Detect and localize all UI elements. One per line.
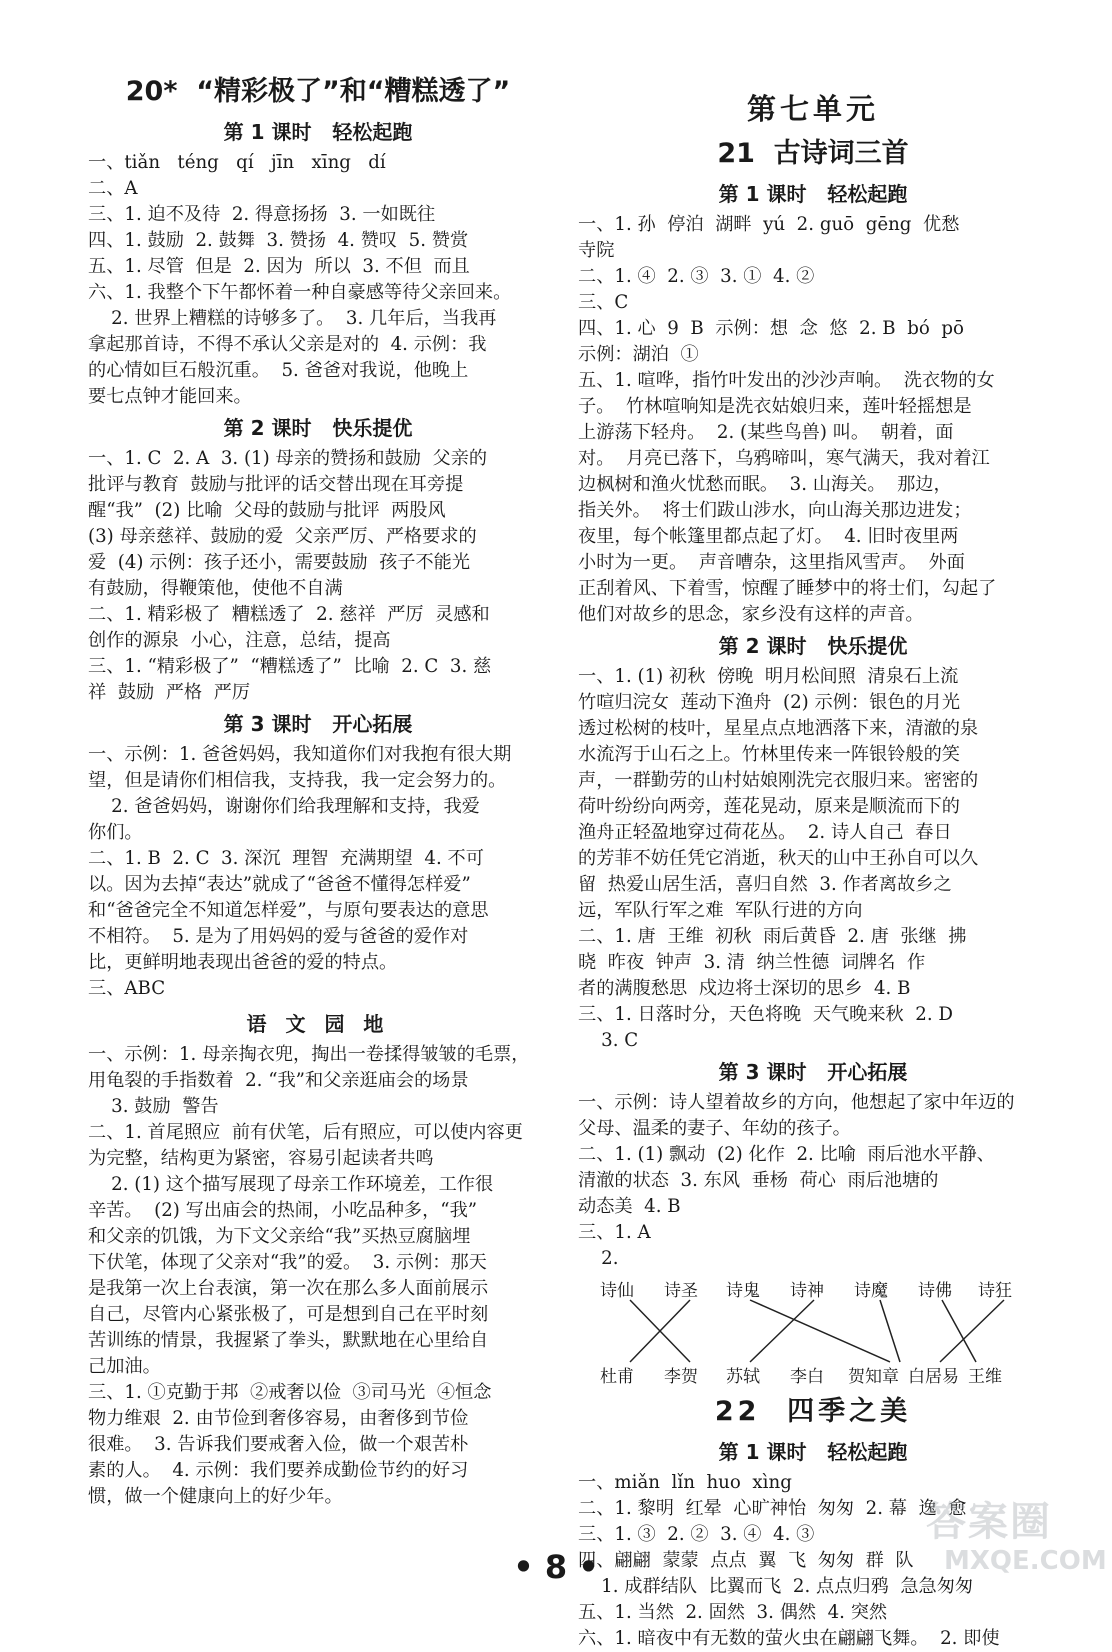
lesson-20-section-2-title: 第 2 课时 快乐提优: [223, 416, 413, 440]
matching-top-item: 诗佛: [918, 1281, 952, 1301]
text-line: 一、示例：诗人望着故乡的方向，他想起了家中年迈的: [578, 1092, 1015, 1113]
lesson-20-title: 20* “精彩极了”和“糟糕透了”: [125, 76, 511, 107]
page-number: • 8 •: [513, 1548, 599, 1586]
text-line: 用龟裂的手指数着 2. “我”和父亲逛庙会的场景: [88, 1070, 469, 1091]
text-line: 父母、温柔的妻子、年幼的孩子。: [578, 1118, 851, 1139]
text-line: 二、A: [88, 178, 138, 199]
text-line: 四、1. 心 9 B 示例：想 念 悠 2. B bó pō: [578, 318, 964, 339]
text-line: 己加油。: [88, 1356, 161, 1377]
text-line: 二、1. ④ 2. ③ 3. ① 4. ②: [578, 266, 815, 287]
text-line: 一、1. 孙 停泊 湖畔 yú 2. guō gēng 优愁: [578, 214, 960, 235]
text-line: 三、ABC: [88, 978, 166, 999]
matching-bottom-item: 王维: [968, 1367, 1002, 1387]
text-line: 指关外。 将士们跋山涉水，向山海关那边进发；: [578, 500, 972, 521]
text-line: 三、C: [578, 292, 629, 313]
text-line: 六、1. 暗夜中有无数的萤火虫在翩翩飞舞。 2. 即使: [578, 1628, 1000, 1649]
text-line: 透过松树的枝叶，星星点点地洒落下来，清澈的泉: [578, 718, 979, 739]
lesson-21-section-3-body: [578, 1090, 1048, 1272]
text-line: 素的人。 4. 示例：我们要养成勤俭节约的好习: [88, 1460, 469, 1481]
text-line: 比，更鲜明地表现出爸爸的爱的特点。: [88, 952, 398, 973]
text-line: 五、1. 当然 2. 固然 3. 偶然 4. 突然: [578, 1602, 888, 1623]
matching-top-item: 诗鬼: [726, 1281, 760, 1301]
matching-bottom-item: 李白: [790, 1367, 824, 1387]
text-line: 三、1. 日落时分，天色将晚 天气晚来秋 2. D: [578, 1004, 953, 1025]
text-line: 五、1. 喧哗，指竹叶发出的沙沙声响。 洗衣物的女: [578, 370, 995, 391]
match-line: [750, 1300, 814, 1362]
text-line: 一、示例：1. 爸爸妈妈，我知道你们对我抱有很大期: [88, 744, 512, 765]
text-line: 要七点钟才能回来。: [88, 386, 252, 407]
text-line: 2. 世界上糟糕的诗够多了。 3. 几年后，当我再: [88, 308, 497, 329]
matching-top-item: 诗圣: [664, 1281, 698, 1301]
text-line: 三、1. ③ 2. ② 3. ④ 4. ③: [578, 1524, 815, 1545]
text-line: 四、翩翩 蒙蒙 点点 翼 飞 匆匆 群 队: [578, 1550, 914, 1571]
text-line: 远，军队行军之难 军队行进的方向: [578, 900, 863, 921]
matching-top-item: 诗神: [790, 1281, 824, 1301]
lesson-21-section-2-title: 第 2 课时 快乐提优: [718, 634, 908, 658]
text-line: 的心情如巨石般沉重。 5. 爸爸对我说，他晚上: [88, 360, 469, 381]
text-line: 三、1. ①克勤于邦 ②戒奢以俭 ③司马光 ④恒念: [88, 1382, 492, 1403]
text-line: 三、1. A: [578, 1222, 651, 1243]
text-line: 二、1. 精彩极了 糟糕透了 2. 慈祥 严厉 灵感和: [88, 604, 490, 625]
text-line: 以。因为去掉“表达”就成了“爸爸不懂得怎样爱”: [88, 874, 471, 895]
text-line: 有鼓励，得鞭策他，使他不自满: [88, 578, 343, 599]
text-line: 批评与教育 鼓励与批评的话交替出现在耳旁提: [88, 474, 464, 495]
chinese-garden-body: [88, 1042, 548, 1510]
text-line: 创作的源泉 小心，注意，总结，提高: [88, 630, 391, 651]
poet-matching-diagram: [578, 1276, 1048, 1386]
text-line: 祥 鼓励 严格 严厉: [88, 682, 251, 703]
watermark-logo: [926, 1490, 1107, 1590]
text-line: 二、1. B 2. C 3. 深沉 理智 充满期望 4. 不可: [88, 848, 484, 869]
match-line: [750, 1300, 890, 1362]
text-line: 2. 爸爸妈妈，谢谢你们给我理解和支持，我爱: [88, 796, 480, 817]
matching-bottom-item: 李贺: [664, 1367, 698, 1387]
text-line: 下伏笔，体现了父亲对“我”的爱。 3. 示例：那天: [88, 1252, 487, 1273]
lesson-20-section-1-title: 第 1 课时 轻松起跑: [223, 120, 413, 144]
text-line: 二、1. (1) 飘动 (2) 化作 2. 比喻 雨后池水平静、: [578, 1144, 995, 1165]
watermark-text: 答案圈: [926, 1499, 1052, 1545]
text-line: 边枫树和渔火忧愁而眠。 3. 山海关。 那边，: [578, 474, 952, 495]
lesson-21-section-3-title: 第 3 课时 开心拓展: [718, 1060, 908, 1084]
text-line: 二、1. 首尾照应 前有伏笔，后有照应，可以使内容更: [88, 1122, 523, 1143]
lesson-21-section-1-title: 第 1 课时 轻松起跑: [718, 182, 908, 206]
text-line: 六、1. 我整个下午都怀着一种自豪感等待父亲回来。: [88, 282, 512, 303]
text-line: 一、tiǎn téng qí jīn xīng dí: [88, 152, 386, 173]
chinese-garden-title: 语 文 园 地: [246, 1012, 390, 1036]
text-line: 三、1. “精彩极了” “糟糕透了” 比喻 2. C 3. 慈: [88, 656, 492, 677]
text-line: 三、1. 迫不及待 2. 得意扬扬 3. 一如既往: [88, 204, 436, 225]
text-line: 示例：湖泊 ①: [578, 344, 699, 365]
text-line: 上游荡下轻舟。 2. (某些鸟兽) 叫。 朝着，面: [578, 422, 954, 443]
lesson-22-title: 22 四季之美: [714, 1396, 912, 1427]
text-line: 动态美 4. B: [578, 1196, 681, 1217]
text-line: 的芳菲不妨任凭它消逝，秋天的山中王孙自可以久: [578, 848, 979, 869]
text-line: 3. C: [578, 1030, 639, 1051]
text-line: 他们对故乡的思念，家乡没有这样的声音。: [578, 604, 924, 625]
text-line: 正刮着风、下着雪，惊醒了睡梦中的将士们，勾起了: [578, 578, 997, 599]
lesson-21-title: 21 古诗词三首: [717, 138, 909, 169]
matching-top-item: 诗狂: [978, 1281, 1012, 1301]
text-line: 夜里，每个帐篷里都点起了灯。 4. 旧时夜里两: [578, 526, 959, 547]
text-line: 辛苦。 (2) 写出庙会的热闹，小吃品种多，“我”: [88, 1200, 478, 1221]
lesson-21-section-2-body: [578, 664, 1048, 1054]
text-line: 一、1. (1) 初秋 傍晚 明月松间照 清泉石上流: [578, 666, 959, 687]
watermark-url: MXQE.COM: [944, 1546, 1107, 1576]
text-line: 二、1. 黎明 红晕 心旷神怡 匆匆 2. 幕 逸 愈: [578, 1498, 967, 1519]
text-line: 自己，尽管内心紧张极了，可是想到自己在平时刻: [88, 1304, 489, 1325]
matching-top-item: 诗魔: [854, 1281, 888, 1301]
text-line: 寺院: [578, 240, 615, 261]
text-line: 渔舟正轻盈地穿过荷花丛。 2. 诗人自己 春日: [578, 822, 952, 843]
text-line: 子。 竹林喧响知是洗衣姑娘归来，莲叶轻摇想是: [578, 396, 972, 417]
text-line: 二、1. 唐 王维 初秋 雨后黄昏 2. 唐 张继 拂: [578, 926, 967, 947]
text-line: 一、示例：1. 母亲掏衣兜，掏出一卷揉得皱皱的毛票，: [88, 1044, 530, 1065]
text-line: 清澈的状态 3. 东风 垂杨 荷心 雨后池塘的: [578, 1170, 939, 1191]
text-line: 水流泻于山石之上。竹林里传来一阵银铃般的笑: [578, 744, 960, 765]
text-line: 不相符。 5. 是为了用妈妈的爱与爸爸的爱作对: [88, 926, 469, 947]
text-line: 留 热爱山居生活，喜归自然 3. 作者离故乡之: [578, 874, 952, 895]
text-line: 和父亲的饥饿，为下文父亲给“我”买热豆腐脑埋: [88, 1226, 471, 1247]
left-column: [88, 70, 548, 1510]
unit-7-title: 第七单元: [746, 92, 879, 126]
text-line: 晓 昨夜 钟声 3. 清 纳兰性德 词牌名 作: [578, 952, 926, 973]
text-line: 1. 成群结队 比翼而飞 2. 点点归鸦 急急匆匆: [578, 1576, 974, 1597]
lesson-20-section-3-body: [88, 742, 548, 1002]
matching-bottom-item: 杜甫: [600, 1367, 634, 1387]
matching-bottom-item: 贺知章: [848, 1367, 899, 1387]
text-line: 一、miǎn lǐn huo xìng: [578, 1472, 792, 1493]
text-line: 拿起那首诗，不得不承认父亲是对的 4. 示例：我: [88, 334, 487, 355]
text-line: 你们。: [88, 822, 143, 843]
text-line: 竹喧归浣女 莲动下渔舟 (2) 示例：银色的月光: [578, 692, 961, 713]
text-line: 小时为一更。 声音嘈杂，这里指风雪声。 外面: [578, 552, 965, 573]
matching-bottom-item: 苏轼: [726, 1367, 760, 1387]
text-line: 2.: [578, 1248, 619, 1269]
match-line: [880, 1300, 900, 1362]
text-line: 声，一群勤劳的山村姑娘刚洗完衣服归来。密密的: [578, 770, 979, 791]
text-line: 爱 (4) 示例：孩子还小，需要鼓励 孩子不能光: [88, 552, 471, 573]
matching-top-item: 诗仙: [600, 1281, 634, 1301]
text-line: 很难。 3. 告诉我们要戒奢入俭，做一个艰苦朴: [88, 1434, 469, 1455]
matching-bottom-item: 白居易: [908, 1367, 959, 1387]
text-line: 四、1. 鼓励 2. 鼓舞 3. 赞扬 4. 赞叹 5. 赞赏: [88, 230, 469, 251]
text-line: 五、1. 尽管 但是 2. 因为 所以 3. 不但 而且: [88, 256, 470, 277]
lesson-20-section-2-body: [88, 446, 548, 706]
text-line: 一、1. C 2. A 3. (1) 母亲的赞扬和鼓励 父亲的: [88, 448, 488, 469]
text-line: 惯，做一个健康向上的好少年。: [88, 1486, 343, 1507]
text-line: 是我第一次上台表演，第一次在那么多人面前展示: [88, 1278, 489, 1299]
text-line: 3. 鼓励 警告: [88, 1096, 219, 1117]
lesson-20-section-3-title: 第 3 课时 开心拓展: [223, 712, 413, 736]
right-column: [578, 86, 1048, 1652]
match-line: [942, 1300, 976, 1362]
text-line: 物力维艰 2. 由节俭到奢侈容易，由奢侈到节俭: [88, 1408, 469, 1429]
match-line: [940, 1300, 1004, 1362]
text-line: 望，但是请你们相信我，支持我，我一定会努力的。: [88, 770, 507, 791]
text-line: 2. (1) 这个描写展现了母亲工作环境差，工作很: [88, 1174, 494, 1195]
text-line: 荷叶纷纷向两旁，莲花晃动，原来是顺流而下的: [578, 796, 960, 817]
text-line: 和“爸爸完全不知道怎样爱”，与原句要表达的意思: [88, 900, 489, 921]
text-line: 为完整，结构更为紧密，容易引起读者共鸣: [88, 1148, 434, 1169]
lesson-21-section-1-body: [578, 212, 1048, 628]
lesson-20-section-1-body: [88, 150, 548, 410]
text-line: 苦训练的情景，我握紧了拳头，默默地在心里给自: [88, 1330, 489, 1351]
text-line: 者的满腹愁思 戍边将士深切的思乡 4. B: [578, 978, 911, 999]
text-line: (3) 母亲慈祥、鼓励的爱 父亲严厉、严格要求的: [88, 526, 477, 547]
lesson-22-section-1-title: 第 1 课时 轻松起跑: [718, 1440, 908, 1464]
text-line: 对。 月亮已落下，乌鸦啼叫，寒气满天，我对着江: [578, 448, 990, 469]
text-line: 醒“我” (2) 比喻 父母的鼓励与批评 两股风: [88, 500, 446, 521]
